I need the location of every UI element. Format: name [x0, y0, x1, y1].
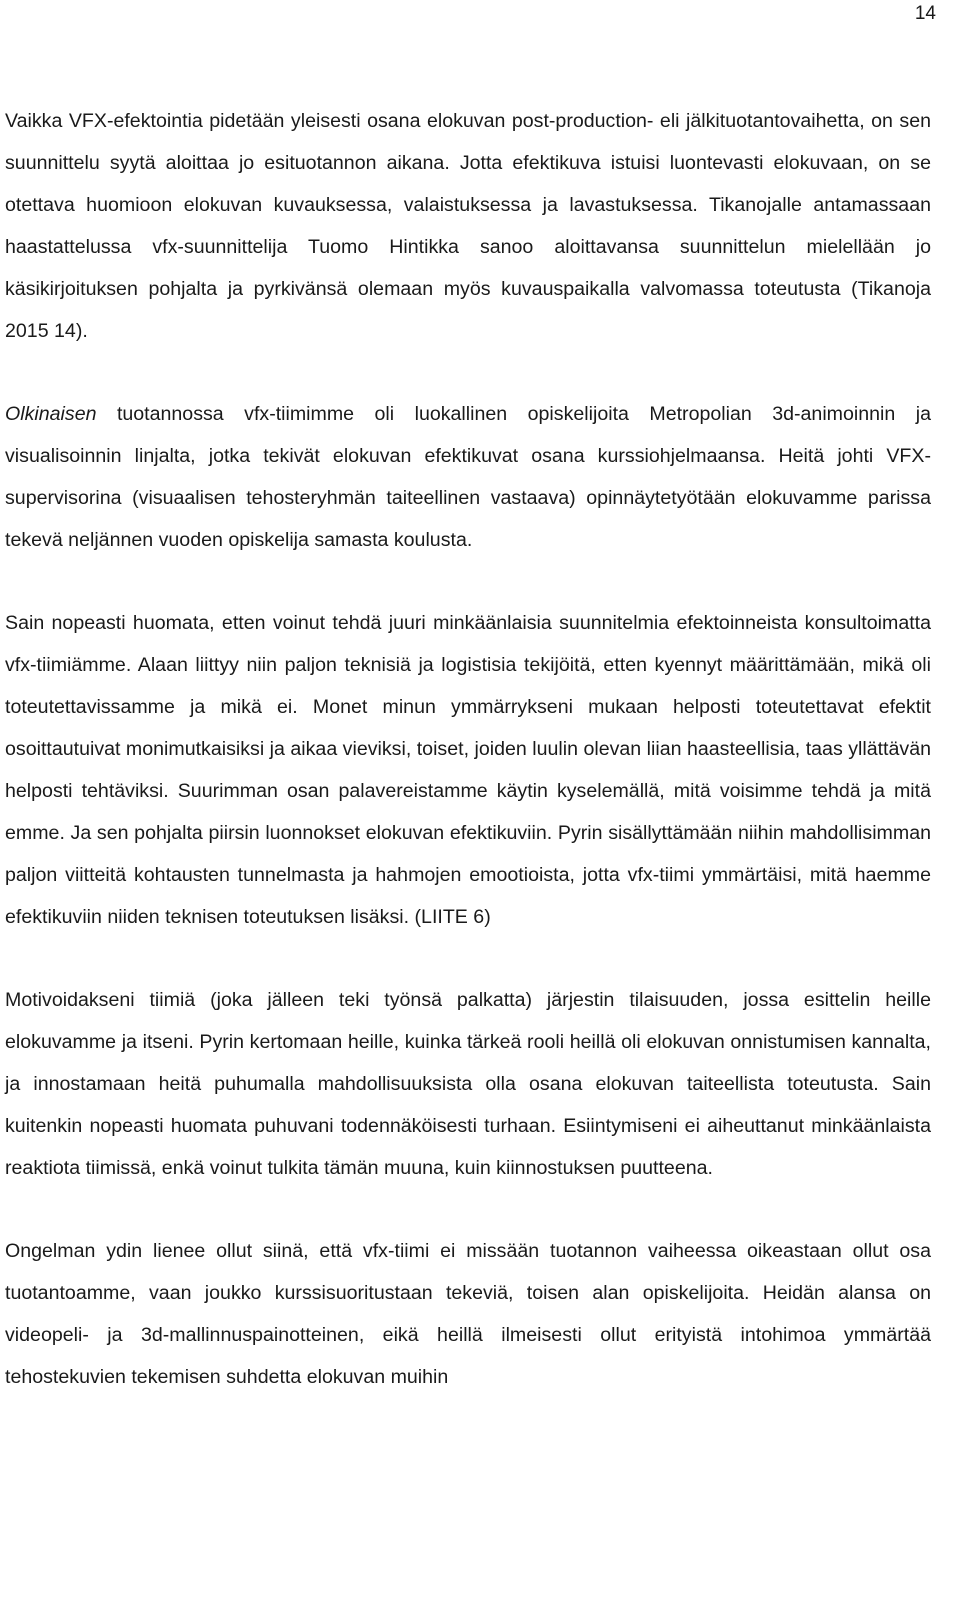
paragraph-core-problem: Ongelman ydin lienee ollut siinä, että vfx-tiimi ei missään tuotannon vaiheessa oikeastaan ollut osa tuotantoamme, vaan joukko kurssisuoritustaan tekeviä, toisen alan opiskelijoita. Heidän alansa on videopeli- ja 3d-mallinnuspainotteinen, eikä heillä ilmeisesti ollut erityistä intohimoa ymmärtää tehostekuvien tekemisen suhdetta elokuvan muihin — [5, 1240, 931, 1388]
film-title: Olkinaisen — [5, 403, 97, 425]
paragraph-vfx-team-text: tuotannossa vfx-tiimimme oli luokallinen opiskelijoita Metropolian 3d-animoinnin ja visualisoinnin linjalta, jotka tekivät elokuvan efektikuvat osana kurssiohjelmaansa. Heitä johti VFX-supervisorina (visuaalisen tehosteryhmän taiteellinen vastaava) opinnäytetyötään elokuvamme parissa tekevä neljännen vuoden opiskelija samasta koulusta. — [5, 403, 931, 551]
document-body — [5, 100, 931, 1398]
paragraph-vfx-team — [5, 393, 931, 561]
paragraph-motivation: Motivoidakseni tiimiä (joka jälleen teki työnsä palkatta) järjestin tilaisuuden, jossa esittelin heille elokuvamme ja itseni. Pyrin kertomaan heille, kuinka tärkeä rooli heillä oli elokuvan onnistumisen kannalta, ja innostamaan heitä puhumalla mahdollisuuksista olla osana elokuvan taiteellista toteutusta. Sain kuitenkin nopeasti huomata puhuvani todennäköisesti turhaan. Esiintymiseni ei aiheuttanut minkäänlaista reaktiota tiimissä, enkä voinut tulkita tämän muuna, kuin kiinnostuksen puutteena. — [5, 989, 931, 1179]
paragraph-vfx-planning: Vaikka VFX-efektointia pidetään yleisesti osana elokuvan post-production- eli jälkituotantovaihetta, on sen suunnittelu syytä aloittaa jo esituotannon aikana. Jotta efektikuva istuisi luontevasti elokuvaan, on se otettava huomioon elokuvan kuvauksessa, valaistuksessa ja lavastuksessa. Tikanojalle antamassaan haastattelussa vfx-suunnittelija Tuomo Hintikka sanoo aloittavansa suunnittelun mielellään jo käsikirjoituksen pohjalta ja pyrkivänsä olemaan myös kuvauspaikalla valvomassa toteutusta (Tikanoja 2015 14). — [5, 110, 931, 342]
paragraph-consulting: Sain nopeasti huomata, etten voinut tehdä juuri minkäänlaisia suunnitelmia efektoinneista konsultoimatta vfx-tiimiämme. Alaan liittyy niin paljon teknisiä ja logistisia tekijöitä, etten kyennyt määrittämään, mikä oli toteutettavissamme ja mikä ei. Monet minun ymmärrykseni mukaan helposti toteutettavat efektit osoittautuivat monimutkaisiksi ja aikaa vieviksi, toiset, joiden luulin olevan liian haasteellisia, taas yllättävän helposti tehtäviksi. Suurimman osan palavereistamme käytin kyselemällä, mitä voisimme tehdä ja mitä emme. Ja sen pohjalta piirsin luonnokset elokuvan efektikuviin. Pyrin sisällyttämään niihin mahdollisimman paljon viitteitä kohtausten tunnelmasta ja hahmojen emootioista, jotta vfx-tiimi ymmärtäisi, mitä haemme efektikuviin niiden teknisen toteutuksen lisäksi. (LIITE 6) — [5, 612, 931, 928]
page-number: 14 — [914, 3, 936, 24]
